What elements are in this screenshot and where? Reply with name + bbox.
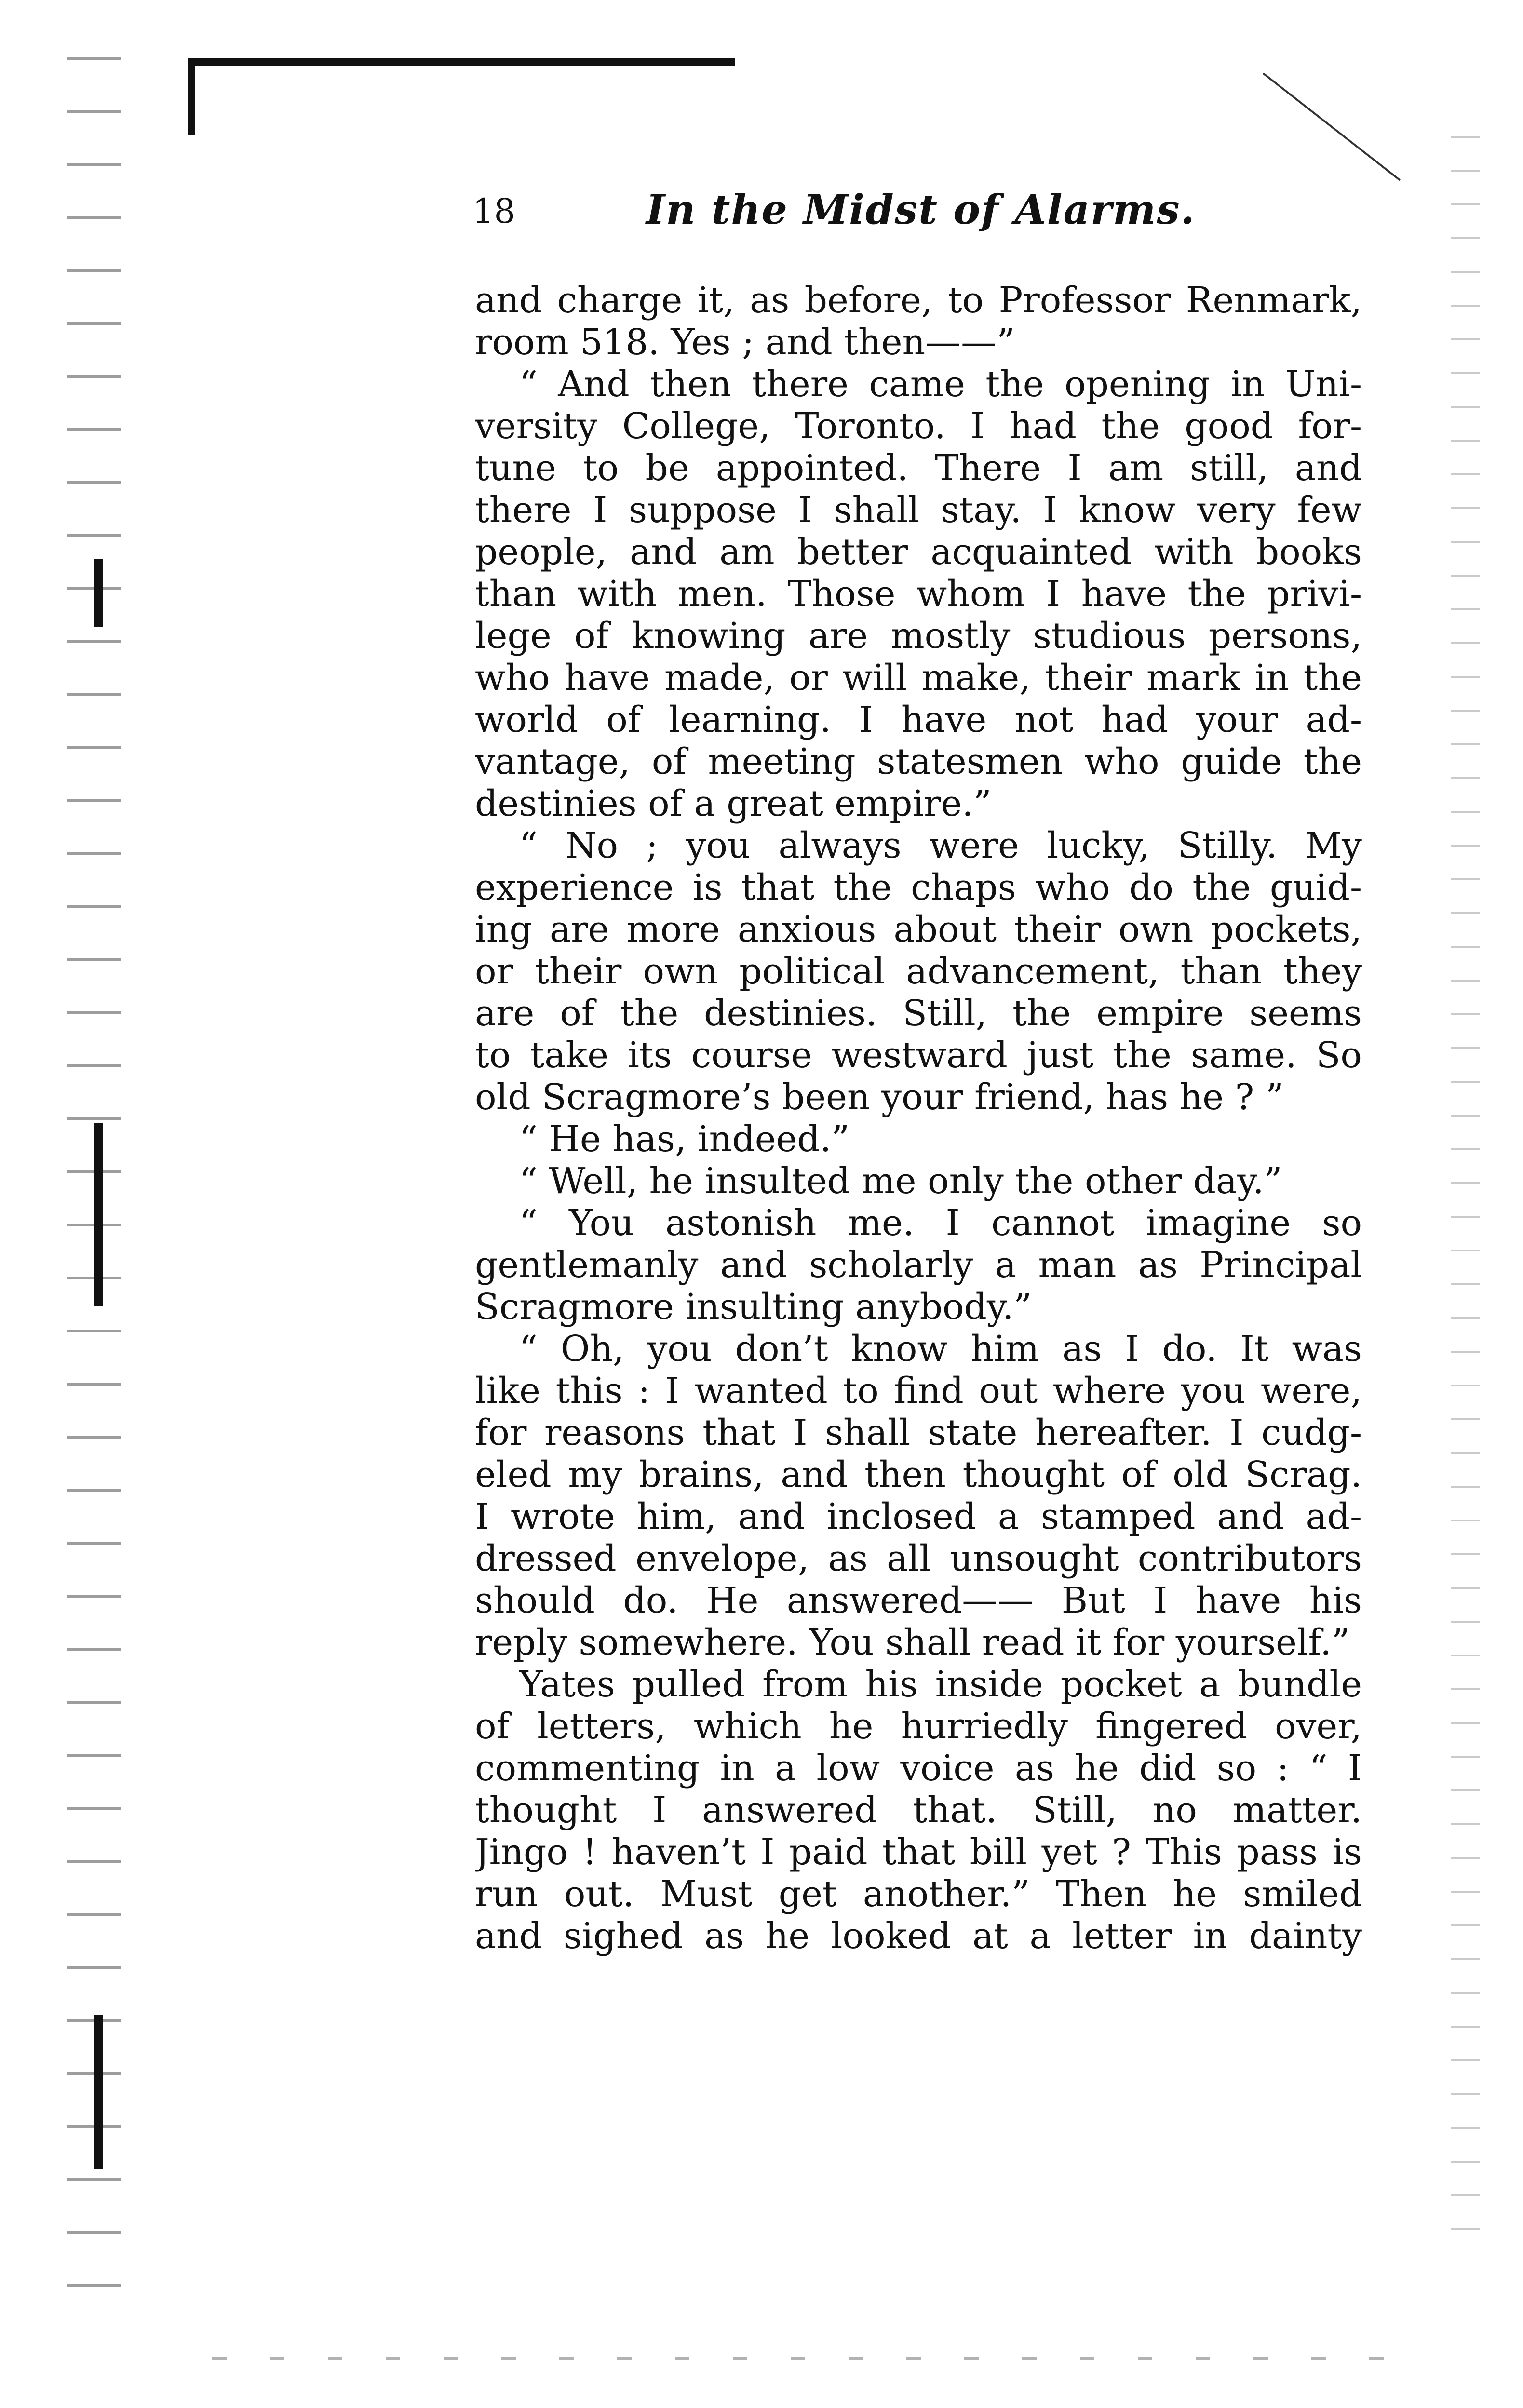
- text-line: gentlemanly and scholarly a man as Principal: [475, 1244, 1362, 1286]
- text-line: ing are more anxious about their own pockets,: [475, 909, 1362, 950]
- binding-mark: [94, 2015, 103, 2169]
- text-line: than with men. Those whom I have the privi-: [475, 573, 1362, 615]
- text-line: world of learning. I have not had your ad-: [475, 699, 1362, 740]
- running-title: In the Midst of Alarms.: [646, 186, 1196, 233]
- text-line: should do. He answered—— But I have his: [475, 1580, 1362, 1621]
- text-line: “ And then there came the opening in Uni-: [519, 363, 1362, 405]
- page-number: 18: [472, 191, 516, 231]
- text-line: and sighed as he looked at a letter in dainty: [475, 1915, 1362, 1957]
- text-line: vantage, of meeting statesmen who guide the: [475, 741, 1362, 782]
- text-line: thought I answered that. Still, no matter.: [475, 1789, 1362, 1831]
- text-line: reply somewhere. You shall read it for yourself.”: [475, 1622, 1350, 1663]
- text-line: Jingo ! haven’t I paid that bill yet ? This pass is: [475, 1831, 1362, 1873]
- text-line: Yates pulled from his inside pocket a bundle: [519, 1664, 1362, 1705]
- text-line: are of the destinies. Still, the empire seems: [475, 993, 1362, 1034]
- text-line: “ He has, indeed.”: [519, 1118, 850, 1160]
- text-line: who have made, or will make, their mark in the: [475, 657, 1362, 699]
- body-text: [475, 280, 1362, 1957]
- top-rule: [190, 58, 735, 66]
- text-line: of letters, which he hurriedly fingered over,: [475, 1706, 1362, 1747]
- text-line: “ You astonish me. I cannot imagine so: [519, 1202, 1362, 1244]
- binding-mark: [94, 1123, 103, 1306]
- text-line: experience is that the chaps who do the guid-: [475, 867, 1362, 908]
- text-line: people, and am better acquainted with books: [475, 531, 1362, 573]
- text-line: like this : I wanted to find out where you were,: [475, 1370, 1362, 1412]
- text-line: “ Well, he insulted me only the other day.”: [519, 1160, 1282, 1202]
- text-line: “ Oh, you don’t know him as I do. It was: [519, 1328, 1362, 1370]
- text-line: I wrote him, and inclosed a stamped and ad-: [475, 1496, 1362, 1537]
- binding-mark: [94, 559, 103, 627]
- text-line: versity College, Toronto. I had the good for-: [475, 405, 1362, 447]
- text-line: dressed envelope, as all unsought contributors: [475, 1538, 1362, 1579]
- page-bottom-speckle: [212, 2357, 1417, 2360]
- text-line: run out. Must get another.” Then he smiled: [475, 1873, 1362, 1915]
- corner-stroke: [1263, 72, 1401, 181]
- text-line: to take its course westward just the same. So: [475, 1035, 1362, 1076]
- text-line: for reasons that I shall state hereafter. I cudg-: [475, 1412, 1362, 1453]
- text-line: destinies of a great empire.”: [475, 783, 992, 824]
- page-edge-speckle: [1451, 125, 1480, 2247]
- left-edge-mark: [188, 58, 195, 135]
- text-line: Scragmore insulting anybody.”: [475, 1286, 1032, 1328]
- text-line: “ No ; you always were lucky, Stilly. My: [519, 825, 1362, 866]
- text-line: lege of knowing are mostly studious persons,: [475, 615, 1362, 657]
- text-line: tune to be appointed. There I am still, and: [475, 447, 1362, 489]
- page-header: [472, 186, 1388, 239]
- text-line: there I suppose I shall stay. I know very few: [475, 489, 1362, 531]
- text-line: eled my brains, and then thought of old Scrag.: [475, 1454, 1362, 1495]
- text-line: old Scragmore’s been your friend, has he ? ”: [475, 1076, 1284, 1118]
- text-line: or their own political advancement, than they: [475, 951, 1362, 992]
- text-line: room 518. Yes ; and then——”: [475, 322, 1015, 363]
- text-line: commenting in a low voice as he did so : “ I: [475, 1748, 1362, 1789]
- text-line: and charge it, as before, to Professor Renmark,: [475, 280, 1362, 321]
